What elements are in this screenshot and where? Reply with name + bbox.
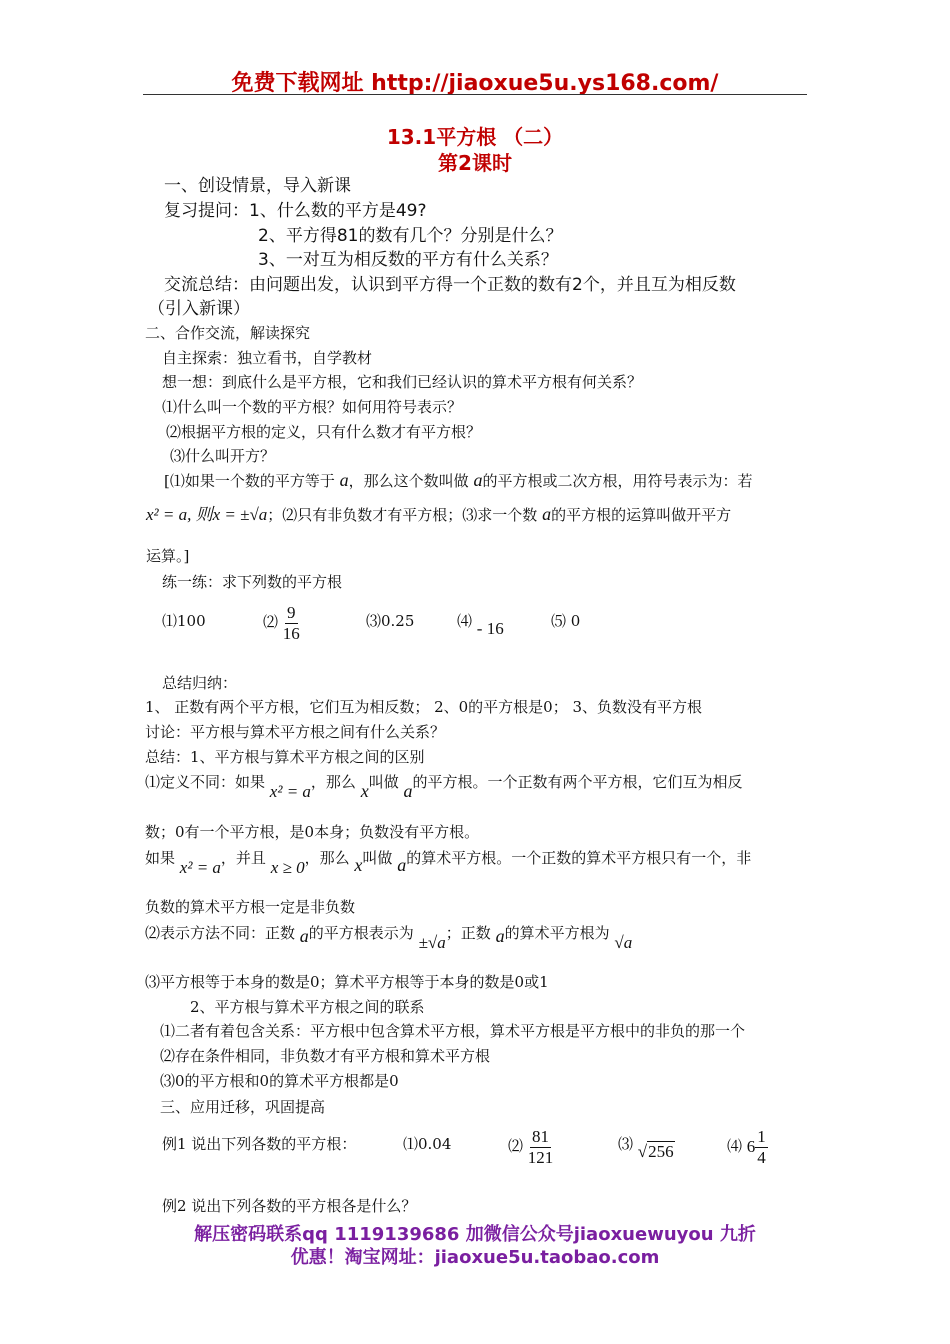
difference-definition-cont: 数；0有一个平方根，是0本身；负数没有平方根。: [145, 823, 480, 841]
notation-difference-line: [145, 922, 633, 952]
summary-difference-heading: 总结：1、平方根与算术平方根之间的区别: [145, 748, 425, 766]
practice-label: 练一练：求下列数的平方根: [162, 573, 343, 591]
example2-label: 例2 说出下列各数的平方根各是什么？: [162, 1197, 417, 1215]
conclusion-line: 1、 正数有两个平方根，它们互为相反数； 2、0的平方根是0； 3、负数没有平方根: [145, 698, 703, 716]
question-3: ⑶什么叫开方？: [170, 447, 276, 465]
fraction-denominator: 121: [527, 1147, 554, 1167]
formula-pm-sqrt-a: ±√a: [418, 933, 446, 952]
diff-text-a: ⑴定义不同：如果: [145, 773, 266, 791]
fraction-numerator: 1: [757, 1127, 766, 1146]
formula-sqrt-a: √a: [614, 933, 633, 952]
formula-x2-eq-a: x² = a, 则x = ±√a: [146, 505, 268, 524]
arith-root-definition-cont: 负数的算术平方根一定是非负数: [145, 898, 356, 916]
discussion-line: 讨论：平方根与算术平方根之间有什么关系？: [145, 723, 446, 741]
arith-text-b: ，并且: [220, 849, 266, 867]
math-a: a: [403, 781, 413, 801]
summary-label: 交流总结：: [164, 275, 249, 295]
arith-text-d: 叫做: [362, 849, 393, 867]
relation-3: ⑶0的平方根和0的算术平方根都是0: [160, 1072, 399, 1090]
math-a: a: [339, 470, 349, 490]
math-x: x: [360, 781, 369, 801]
relation-heading: 2、平方根与算术平方根之间的联系: [190, 998, 425, 1016]
def-text-e: 的平方根的运算叫做开平方: [551, 506, 732, 524]
definition-line-2: [146, 500, 731, 525]
section3-heading: 三、应用迁移，巩固提高: [160, 1098, 326, 1116]
practice-item-4: [457, 610, 504, 638]
diff-text-b: ，那么: [310, 773, 356, 791]
question-1: ⑴什么叫一个数的平方根？如何用符号表示？: [162, 398, 463, 416]
diff-text-d: 的平方根。一个正数有两个平方根，它们互为相反: [412, 773, 743, 791]
summary-text: 由问题出发，认识到平方得一个正数的数有2个，并且互为相反数: [249, 275, 736, 295]
math-x: x: [354, 855, 363, 875]
practice-item-4-value: - 16: [476, 619, 504, 638]
self-equal-line: ⑶平方根等于本身的数是0；算术平方根等于本身的数是0或1: [145, 973, 549, 991]
relation-1: ⑴二者有着包含关系：平方根中包含算术平方根，算术平方根是平方根中的非负的那一个: [160, 1022, 746, 1040]
think-text: 想一想：到底什么是平方根，它和我们已经认识的算术平方根有何关系？: [162, 373, 643, 391]
fraction-numerator: 81: [532, 1127, 550, 1146]
footer-line-2[interactable]: 优惠！淘宝网址：jiaoxue5u.taobao.com: [290, 1247, 660, 1268]
example1-item-4: [727, 1127, 768, 1167]
page-title: 13.1平方根 （二）: [386, 125, 564, 149]
page-header[interactable]: 免费下载网址 http://jiaoxue5u.ys168.com/: [231, 71, 719, 96]
math-a: a: [495, 926, 505, 946]
math-a: a: [397, 855, 407, 875]
math-a: a: [473, 470, 483, 490]
arith-text-a: 如果: [145, 849, 176, 867]
arith-root-definition-line: [145, 847, 752, 877]
summary-line: [164, 270, 736, 295]
example1-label: 例1 说出下列各数的平方根：: [162, 1135, 357, 1153]
practice-item-2: [263, 603, 300, 643]
diff-text-c: 叫做: [368, 773, 399, 791]
practice-item-4-label: ⑷: [457, 612, 473, 630]
example1-item-3: [618, 1133, 675, 1161]
fraction-1-4: [755, 1127, 768, 1167]
example1-item-3-label: ⑶: [618, 1135, 634, 1153]
header-rule: [143, 94, 807, 95]
notation-text-d: 的算术平方根为: [504, 924, 610, 942]
review-q2: 2、平方得81的数有几个？分别是什么？: [258, 226, 563, 246]
review-q1: 1、什么数的平方是49?: [249, 201, 427, 221]
definition-end: 运算。]: [146, 547, 190, 565]
fraction-numerator: 9: [287, 603, 296, 622]
explore-text: 自主探索：独立看书，自学教材: [162, 349, 373, 367]
question-2: ⑵根据平方根的定义，只有什么数才有平方根？: [166, 423, 482, 441]
practice-item-1: ⑴100: [162, 612, 206, 630]
example1-item-4-label: ⑷: [727, 1137, 743, 1156]
math-a: a: [542, 504, 552, 524]
math-a: a: [299, 926, 309, 946]
page-subtitle: 第2课时: [438, 151, 512, 175]
def-text-b: ，那么这个数叫做: [348, 472, 469, 490]
conclude-label: 总结归纳：: [162, 674, 238, 692]
mixed-whole: 6: [746, 1137, 756, 1157]
summary-cont: （引入新课）: [148, 299, 250, 319]
notation-text-a: ⑵表示方法不同：正数: [145, 924, 296, 942]
formula-x2-eq-a: x² = a: [269, 782, 311, 801]
practice-item-5: ⑸ 0: [551, 612, 581, 630]
section1-heading: 一、创设情景，导入新课: [164, 176, 351, 196]
fraction-9-16: [283, 603, 300, 643]
fraction-81-121: [528, 1127, 554, 1167]
arith-text-e: 的算术平方根。一个正数的算术平方根只有一个，非: [406, 849, 752, 867]
formula-x2-eq-a: x² = a: [179, 858, 221, 877]
def-text-d: ；⑵只有非负数才有平方根；⑶求一个数: [267, 506, 538, 524]
review-q3: 3、一对互为相反数的平方有什么关系？: [258, 250, 558, 270]
notation-text-c: ；正数: [445, 924, 491, 942]
footer-line-1: 解压密码联系qq 1119139686 加微信公众号jiaoxuewuyou 九折: [194, 1224, 756, 1245]
section2-heading: 二、合作交流，解读探究: [145, 324, 311, 342]
def-text-c: 的平方根或二次方根，用符号表示为：若: [482, 472, 753, 490]
sqrt-256: √256: [637, 1142, 674, 1161]
practice-item-2-label: ⑵: [263, 613, 279, 632]
review-line-1: [164, 196, 426, 221]
review-label: 复习提问：: [164, 201, 249, 221]
example1-item-2: [508, 1127, 553, 1167]
radicand: 256: [648, 1142, 674, 1161]
example1-item-1: ⑴0.04: [403, 1135, 452, 1153]
relation-2: ⑵存在条件相同，非负数才有平方根和算术平方根: [160, 1047, 491, 1065]
difference-definition-line: [145, 771, 743, 801]
notation-text-b: 的平方根表示为: [308, 924, 414, 942]
fraction-denominator: 4: [757, 1147, 766, 1167]
definition-line-1: [164, 470, 752, 491]
arith-text-c: ，那么: [304, 849, 350, 867]
example1-item-2-label: ⑵: [508, 1137, 524, 1156]
def-text-a: [⑴如果一个数的平方等于: [164, 472, 335, 490]
fraction-denominator: 16: [282, 623, 300, 643]
formula-x-ge-0: x ≥ 0: [270, 858, 305, 877]
practice-item-3: ⑶0.25: [366, 612, 415, 630]
